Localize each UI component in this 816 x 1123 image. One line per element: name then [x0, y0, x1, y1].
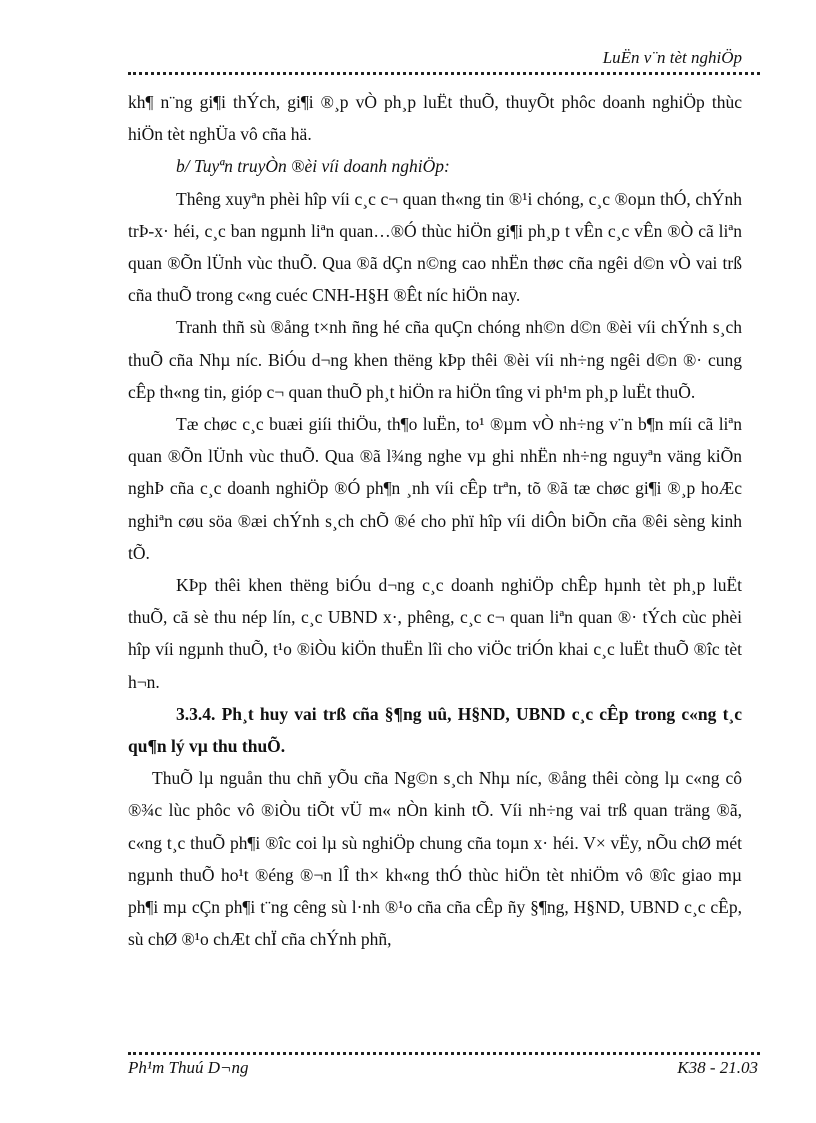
- header-title: LuËn v¨n tèt nghiÖp: [602, 48, 742, 67]
- subheading-propaganda: b/ Tuyªn truyÒn ®èi víi doanh nghiÖp:: [176, 156, 450, 177]
- body-text: [128, 86, 742, 955]
- paragraph-4: Tæ chøc c¸c buæi giíi thiÖu, th¶o luËn, to¹ ®µm vÒ nh÷ng v¨n b¶n míi cã liªn quan ®Õn lÜnh vùc thuÕ. Qua ®ã l¾ng nghe vµ ghi nhËn nh÷ng nguyªn väng kiÕn nghÞ cña c¸c doanh nghiÖp ®Ó ph¶n ¸nh víi cÊp trªn, tõ ®ã tæ chøc gi¶i ®¸p hoÆc nghiªn cøu söa ®æi chÝnh s¸ch chÕ ®é cho phï hîp víi diÔn biÕn cña ®êi sèng kinh tÕ.: [128, 414, 742, 563]
- paragraph-1: kh¶ n¨ng gi¶i thÝch, gi¶i ®¸p vÒ ph¸p luËt thuÕ, thuyÕt phôc doanh nghiÖp thùc hiÖn tèt nghÜa vô cña hä.: [128, 92, 742, 145]
- footer-divider: [128, 1052, 760, 1055]
- footer-class-code: K38 - 21.03: [677, 1058, 758, 1077]
- paragraph-3: Tranh thñ sù ®ång t×nh ñng hé cña quÇn chóng nh©n d©n ®èi víi chÝnh s¸ch thuÕ cña Nhµ níc. BiÓu d¬ng khen thëng kÞp thêi ®èi víi nh÷ng ngêi d©n ®· cung cÊp th«ng tin, gióp c¬ quan thuÕ ph¸t hiÖn ra hiÖn tîng vi ph¹m ph¸p luËt thuÕ.: [128, 317, 742, 402]
- header-divider: [128, 72, 760, 75]
- paragraph-5: KÞp thêi khen thëng biÓu d¬ng c¸c doanh nghiÖp chÊp hµnh tèt ph¸p luËt thuÕ, cã sè thu nép lín, c¸c UBND x·, phêng, c¸c c¬ quan liªn quan ®· tÝch cùc phèi hîp víi ngµnh thuÕ, t¹o ®iÒu kiÖn thuËn lîi cho viÖc triÓn khai c¸c luËt thuÕ ®îc tèt h¬n.: [128, 575, 742, 692]
- paragraph-2: Thêng xuyªn phèi hîp víi c¸c c¬ quan th«ng tin ®¹i chóng, c¸c ®oµn thÓ, chÝnh trÞ-x· héi, c¸c ban ngµnh liªn quan…®Ó thùc hiÖn gi¶i ph¸p t vÊn c¸c vÊn ®Ò cã liªn quan ®Õn lÜnh vùc thuÕ. Qua ®ã dÇn n©ng cao nhËn thøc cña ngêi d©n vÒ vai trß cña thuÕ trong c«ng cuéc CNH-H§H ®Êt níc hiÖn nay.: [128, 188, 742, 306]
- footer-author: Ph¹m Thuú D¬ng: [128, 1058, 249, 1077]
- section-heading-3-3-4: 3.3.4. Ph¸t huy vai trß cña §¶ng uû, H§ND, UBND c¸c cÊp trong c«ng t¸c qu¶n lý vµ thu thuÕ.: [128, 703, 742, 757]
- paragraph-6: ThuÕ lµ nguån thu chñ yÕu cña Ng©n s¸ch Nhµ níc, ®ång thêi còng lµ c«ng cô ®¾c lùc phôc vô ®iÒu tiÕt vÜ m« nÒn kinh tÕ. Víi nh÷ng vai trß quan träng ®ã, c«ng t¸c thuÕ ph¶i ®îc coi lµ sù nghiÖp chung cña toµn x· héi. V× vËy, nÕu chØ mét ngµnh thuÕ ho¹t ®éng ®¬n lÎ th× kh«ng thÓ thùc hiÖn tèt nhiÖm vô ®îc giao mµ ph¶i mµ cÇn ph¶i t¨ng cêng sù l·nh ®¹o cña cña cÊp ñy §¶ng, H§ND, UBND c¸c cÊp, sù chØ ®¹o chÆt chÏ cña chÝnh phñ,: [128, 768, 742, 950]
